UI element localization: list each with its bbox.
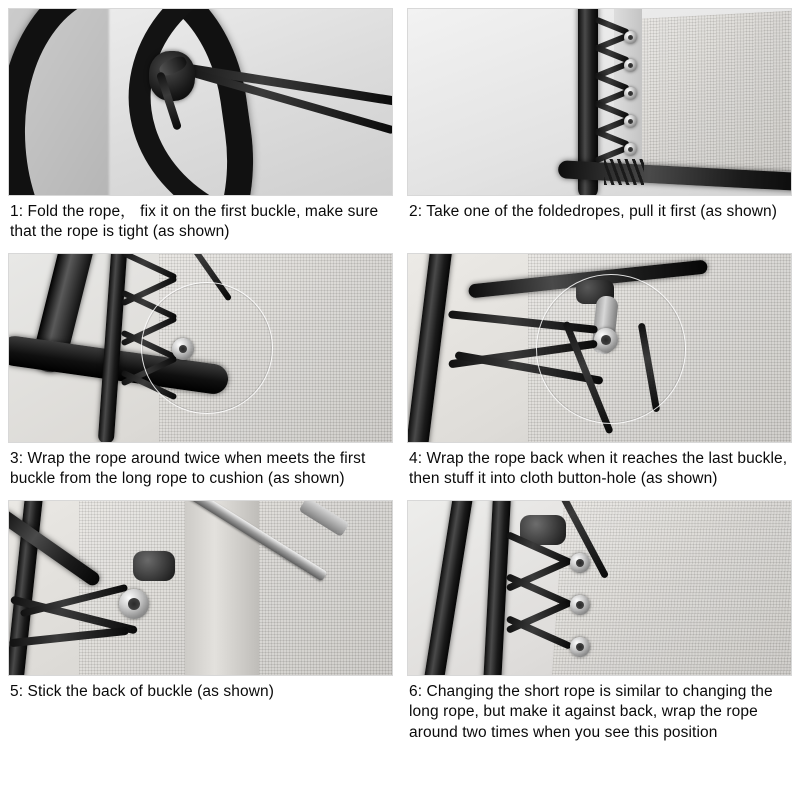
step-5 <box>8 500 393 753</box>
step-1-caption: 1: Fold the rope， fix it on the first buckle, make sure that the rope is tight (as shown) <box>10 203 379 241</box>
step-6-image <box>407 500 792 676</box>
step-2-image <box>407 8 792 196</box>
step-4-caption: 4: Wrap the rope back when it reaches the last buckle, then stuff it into cloth button-hole (as shown) <box>409 449 788 488</box>
step-5-caption: 5: Stick the back of buckle (as shown) <box>10 682 274 700</box>
step-5-image <box>8 500 393 676</box>
step-3-caption: 3: Wrap the rope around twice when meets the first buckle from the long rope to cushion (as shown) <box>10 449 366 488</box>
highlight-circle <box>141 282 273 414</box>
step-4 <box>407 253 792 500</box>
step-6-caption: 6: Changing the short rope is similar to changing the long rope, but make it against back, wrap the rope around two times when you see this position <box>409 682 773 741</box>
step-2 <box>407 8 792 253</box>
step-3 <box>8 253 393 500</box>
step-2-caption: 2: Take one of the foldedropes, pull it first (as shown) <box>409 203 778 220</box>
step-1-image <box>8 8 393 196</box>
step-6 <box>407 500 792 753</box>
steps-grid <box>8 8 792 753</box>
step-1 <box>8 8 393 253</box>
step-4-image <box>407 253 792 443</box>
highlight-circle <box>536 274 686 424</box>
step-3-image <box>8 253 393 443</box>
